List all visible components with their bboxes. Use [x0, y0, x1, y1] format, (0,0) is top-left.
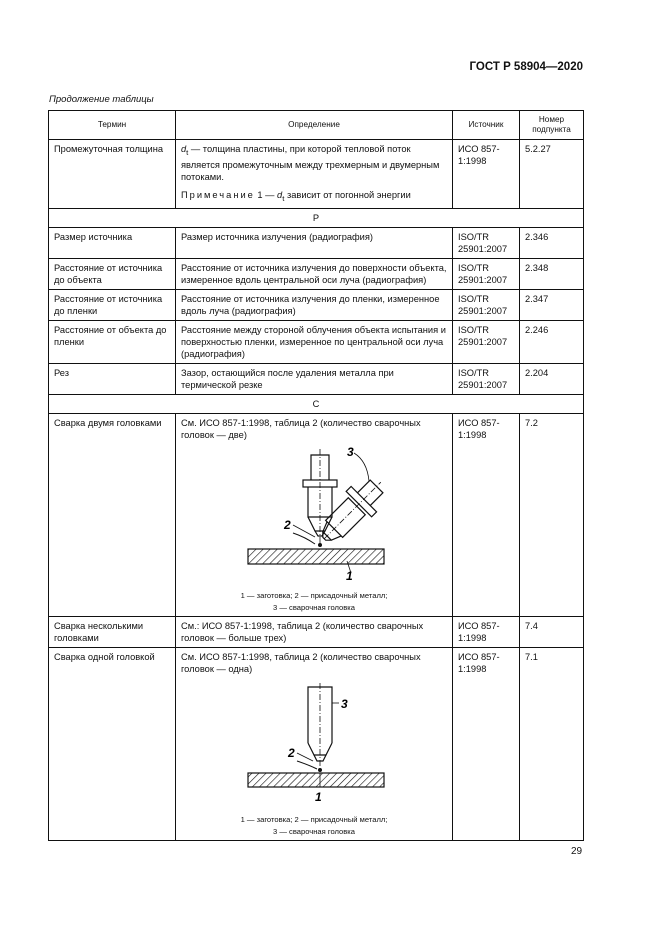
table-row [49, 616, 584, 647]
subclause-cell: 7.1 [520, 647, 584, 840]
workpiece [248, 773, 384, 787]
note-text: зависит от погонной энергии [284, 189, 411, 200]
table-continuation-label: Продолжение таблицы [49, 94, 154, 105]
term-cell: Сварка одной головкой [49, 647, 176, 840]
subclause-cell: 7.2 [520, 413, 584, 616]
definition-cell: Расстояние от источника излучения до поверхности объекта, измеренное вдоль центральной оси луча (радиография) [176, 258, 453, 289]
term-cell: Расстояние от источника до объекта [49, 258, 176, 289]
table-header-row [49, 111, 584, 140]
figure-caption-line-1: 1 — заготовка; 2 — присадочный металл; [240, 590, 388, 600]
source-cell: ИСО 857-1:1998 [453, 616, 520, 647]
section-letter: С [49, 394, 584, 413]
leader-line-2 [293, 525, 315, 537]
table-row [49, 647, 584, 840]
figure-label-1: 1 [346, 568, 353, 583]
two-heads-welding-figure [181, 447, 447, 589]
symbol-subscript: t [186, 147, 189, 157]
figure-caption-line-2: 3 — сварочная головка [272, 602, 356, 612]
subclause-cell: 2.246 [520, 320, 584, 363]
column-header-source: Источник [453, 111, 520, 140]
workpiece [248, 549, 384, 564]
note-symbol-subscript: t [282, 193, 285, 203]
source-cell: ИСО 857-1:1998 [453, 413, 520, 616]
definition-text: См. ИСО 857-1:1998, таблица 2 (количество сварочных головок — одна) [181, 651, 421, 674]
definition-cell: Размер источника излучения (радиография) [176, 227, 453, 258]
table-row [49, 140, 584, 209]
table-row [49, 289, 584, 320]
subclause-cell: 5.2.27 [520, 140, 584, 209]
definition-cell [176, 140, 453, 209]
source-cell: ISO/TR 25901:2007 [453, 363, 520, 394]
source-cell: ИСО 857-1:1998 [453, 647, 520, 840]
table-row [49, 363, 584, 394]
term-cell: Промежуточная толщина [49, 140, 176, 209]
section-letter: Р [49, 208, 584, 227]
figure-caption-line-1: 1 — заготовка; 2 — присадочный металл; [240, 814, 388, 824]
column-header-term: Термин [49, 111, 176, 140]
leader-line-3 [354, 453, 369, 481]
definition-text: — толщина пластины, при которой тепловой поток является промежуточным между трехмерным и двумерным потоками. [181, 144, 440, 182]
figure-label-1: 1 [315, 789, 322, 804]
term-cell: Рез [49, 363, 176, 394]
term-cell: Размер источника [49, 227, 176, 258]
one-head-welding-figure [181, 681, 447, 813]
subclause-cell: 2.348 [520, 258, 584, 289]
term-cell: Сварка несколькими головками [49, 616, 176, 647]
term-cell: Расстояние от объекта до пленки [49, 320, 176, 363]
definition-cell: Зазор, остающийся после удаления металла при термической резке [176, 363, 453, 394]
column-header-subclause: Номер подпункта [520, 111, 584, 140]
symbol: d [181, 144, 187, 154]
source-cell: ИСО 857-1:1998 [453, 140, 520, 209]
source-cell: ISO/TR 25901:2007 [453, 227, 520, 258]
weld-point [318, 543, 322, 547]
figure-label-2: 2 [284, 517, 291, 532]
subclause-cell: 7.4 [520, 616, 584, 647]
figure-label-3: 3 [347, 446, 354, 459]
subclause-cell: 2.347 [520, 289, 584, 320]
terms-table [48, 110, 584, 841]
filler-wire [297, 761, 317, 769]
definition-cell: Расстояние между стороной облучения объекта испытания и поверхностью пленки, измеренное по центральной оси луча (радиография) [176, 320, 453, 363]
figure-label-3: 3 [341, 696, 348, 711]
note [181, 189, 447, 205]
definition-cell: См.: ИСО 857-1:1998, таблица 2 (количество сварочных головок — больше трех) [176, 616, 453, 647]
figure-caption-line-2: 3 — сварочная головка [272, 826, 356, 836]
table-row [49, 227, 584, 258]
term-cell: Сварка двумя головками [49, 413, 176, 616]
term-cell: Расстояние от источника до пленки [49, 289, 176, 320]
page-number: 29 [571, 846, 583, 857]
section-row [49, 208, 584, 227]
definition-cell: Расстояние от источника излучения до пленки, измеренное вдоль луча (радиография) [176, 289, 453, 320]
subclause-cell: 2.346 [520, 227, 584, 258]
document-code: ГОСТ Р 58904—2020 [469, 61, 583, 73]
note-symbol: d [277, 189, 283, 200]
column-header-definition: Определение [176, 111, 453, 140]
welding-head-vertical [303, 449, 337, 543]
table-row [49, 258, 584, 289]
note-label: Примечание [181, 189, 255, 200]
table-row [49, 320, 584, 363]
source-cell: ISO/TR 25901:2007 [453, 258, 520, 289]
source-cell: ISO/TR 25901:2007 [453, 320, 520, 363]
definition-text: См. ИСО 857-1:1998, таблица 2 (количество сварочных головок — две) [181, 417, 421, 440]
welding-head [308, 683, 332, 769]
welding-head-inclined [312, 469, 394, 551]
weld-point [318, 768, 322, 772]
section-row [49, 394, 584, 413]
subclause-cell: 2.204 [520, 363, 584, 394]
leader-line-2 [297, 753, 313, 761]
filler-wire [293, 533, 315, 544]
definition-cell [176, 413, 453, 616]
source-cell: ISO/TR 25901:2007 [453, 289, 520, 320]
note-number: 1 — [254, 189, 278, 200]
definition-cell [176, 647, 453, 840]
figure-label-2: 2 [288, 745, 295, 760]
table-row [49, 413, 584, 616]
